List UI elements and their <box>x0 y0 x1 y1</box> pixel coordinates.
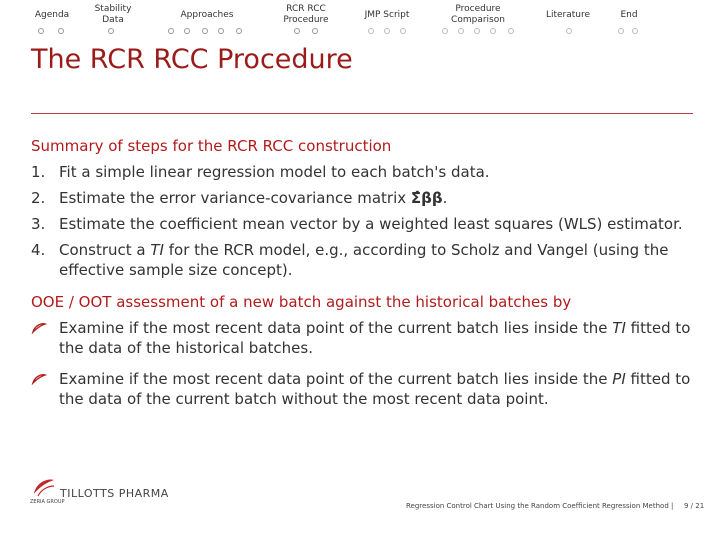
nav-item-approaches[interactable] <box>176 10 238 21</box>
nav-item-stability-data[interactable] <box>90 4 136 26</box>
progress-dot[interactable] <box>566 28 572 34</box>
nav-label: RCR RCC Procedure <box>283 4 329 25</box>
bullet-text: Examine if the most recent data point of the current batch lies inside the <box>59 319 613 337</box>
step-text: Estimate the coefficient mean vector by a weighted least squares (WLS) estimator. <box>59 215 683 233</box>
bullet-text: Examine if the most recent data point of the current batch lies inside the <box>59 370 613 388</box>
footer-title: Regression Control Chart Using the Random Coefficient Regression Method | <box>406 502 674 510</box>
progress-dot[interactable] <box>184 28 190 34</box>
step-text: Fit a simple linear regression model to each batch's data. <box>59 163 490 181</box>
step-number: 1. <box>31 163 46 181</box>
bullet-text-end: fitted to the data of the historical batches. <box>59 319 691 357</box>
progress-dot[interactable] <box>618 28 624 34</box>
nav-label: End <box>620 10 638 20</box>
bullet-pi-check <box>31 369 701 409</box>
summary-heading: Summary of steps for the RCR RCC construction <box>31 137 392 155</box>
progress-dot[interactable] <box>202 28 208 34</box>
step-4 <box>31 240 701 280</box>
page-number: 9 / 21 <box>684 502 705 510</box>
step-3 <box>31 214 701 234</box>
progress-dot[interactable] <box>168 28 174 34</box>
bullet-ti-check <box>31 318 701 358</box>
nav-item-agenda[interactable] <box>34 10 70 21</box>
progress-dot[interactable] <box>368 28 374 34</box>
company-group-text: ZERIA GROUP <box>30 499 65 505</box>
pi-abbrev: PI <box>612 370 626 388</box>
step-1 <box>31 162 701 182</box>
progress-dot[interactable] <box>474 28 480 34</box>
progress-dot[interactable] <box>490 28 496 34</box>
step-text-end: for the RCR model, e.g., according to Scholz and Vangel (using the effective sample size concept). <box>59 241 669 279</box>
sigma-hat-beta-symbol: Σ̂ββ <box>410 189 443 207</box>
progress-dot[interactable] <box>108 28 114 34</box>
nav-item-jmp-script[interactable] <box>358 10 416 21</box>
tillotts-logo-icon <box>30 476 58 500</box>
progress-dot[interactable] <box>58 28 64 34</box>
progress-dot[interactable] <box>312 28 318 34</box>
nav-label: Procedure Comparison <box>451 4 505 25</box>
nav-label: Approaches <box>180 10 234 20</box>
progress-dot[interactable] <box>384 28 390 34</box>
nav-label: JMP Script <box>364 10 410 20</box>
swoosh-bullet-icon <box>31 373 47 385</box>
title-divider <box>31 113 693 114</box>
step-number: 2. <box>31 189 46 207</box>
progress-dot[interactable] <box>632 28 638 34</box>
step-number: 3. <box>31 215 46 233</box>
progress-dot[interactable] <box>400 28 406 34</box>
nav-label: Agenda <box>34 10 70 20</box>
nav-label: Literature <box>545 10 591 20</box>
progress-dot[interactable] <box>38 28 44 34</box>
ti-abbrev: TI <box>612 319 626 337</box>
progress-dot[interactable] <box>218 28 224 34</box>
nav-item-rcr-rcc-procedure[interactable] <box>278 4 334 26</box>
nav-label: Stability Data <box>94 4 132 25</box>
company-logo-text: TILLOTTS PHARMA <box>60 487 169 500</box>
progress-dot[interactable] <box>442 28 448 34</box>
ooe-heading: OOE / OOT assessment of a new batch against the historical batches by <box>31 293 572 311</box>
nav-item-procedure-comparison[interactable] <box>446 4 510 26</box>
nav-item-literature[interactable] <box>540 10 596 21</box>
top-navigation <box>0 0 720 42</box>
step-number: 4. <box>31 241 46 259</box>
bullet-text-end: fitted to the data of the current batch without the most recent data point. <box>59 370 691 408</box>
progress-dot[interactable] <box>458 28 464 34</box>
progress-dot[interactable] <box>294 28 300 34</box>
slide-content <box>31 136 701 420</box>
swoosh-bullet-icon <box>31 322 47 334</box>
step-text: Construct a <box>59 241 151 259</box>
progress-dot[interactable] <box>508 28 514 34</box>
step-text-end: . <box>442 189 448 207</box>
step-text: Estimate the error variance-covariance matrix <box>59 189 411 207</box>
nav-item-end[interactable] <box>614 10 644 21</box>
step-2 <box>31 188 701 208</box>
progress-dot[interactable] <box>236 28 242 34</box>
ti-abbrev: TI <box>150 241 164 259</box>
page-title: The RCR RCC Procedure <box>31 44 353 75</box>
